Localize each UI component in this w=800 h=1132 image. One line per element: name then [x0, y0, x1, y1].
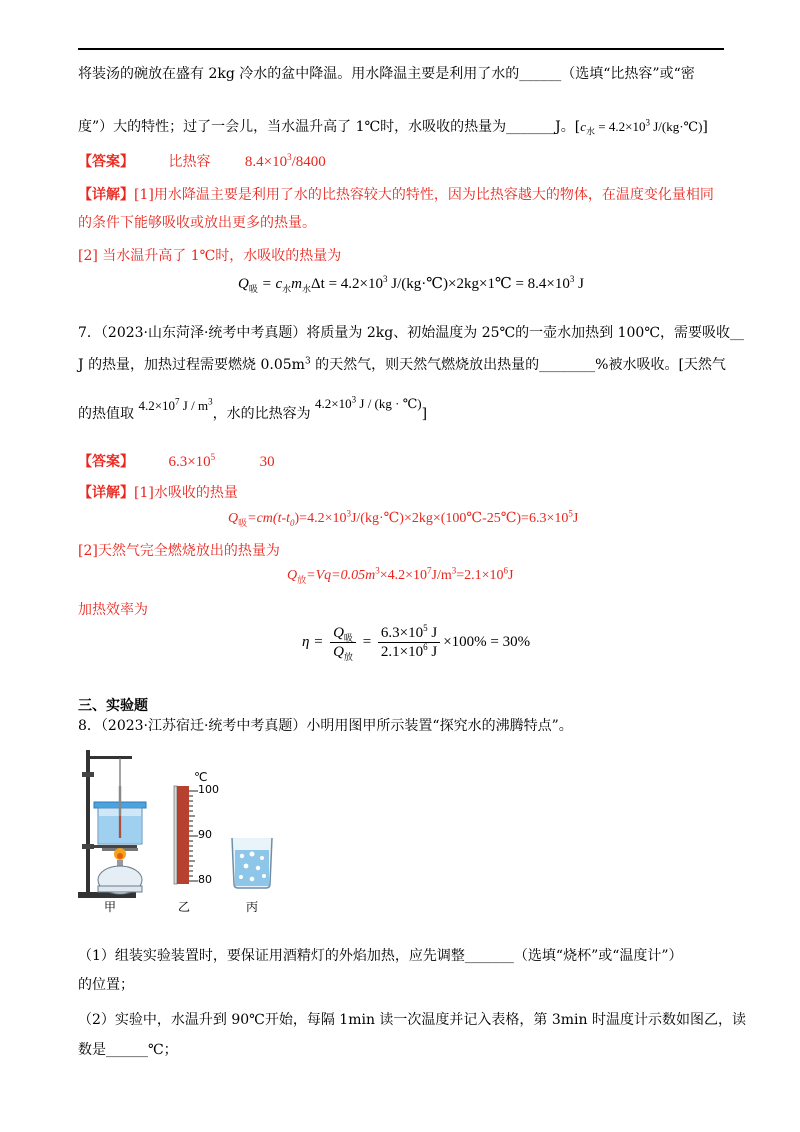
q8-sub2-line1: （2）实验中，水温升到 90℃开始，每隔 1min 读一次温度并记入表格，第 3min 时温度计示数如图乙，读	[78, 1012, 746, 1028]
q7-line3: 的热值取 $4.2\times 10^7$ J / $m^3$，水的比热容为 $4.2\times 10^3$ J / (kg · ℃)]	[78, 394, 428, 422]
q6-answer: 【答案】 比热容 $8.4\times 10^3/8400$	[78, 152, 326, 170]
q7-answer: 【答案】 $6.3\times 10^5$ 30	[78, 452, 275, 470]
figure-jia-stand	[78, 750, 146, 898]
q8-sub2-line2: 数是______℃；	[78, 1042, 178, 1058]
q6-detail-line1: 【详解】[1]用水降温主要是利用了水的比热容较大的特性，因为比热容越大的物体，在温度变化量相同	[78, 187, 714, 203]
q6-detail-line2: 的条件下能够吸收或放出更多的热量。	[78, 215, 316, 231]
section-title: 三、实验题	[78, 698, 148, 714]
thermometer-tick-100: 100	[198, 783, 219, 796]
thermometer-unit: ℃	[194, 770, 208, 784]
q6-line2: 度”）大的特性；过了一会儿，当水温升高了 1℃时，水吸收的热量为_______J。[$c_水 = 4.2\times 10^3$ J/(kg·℃)]	[78, 117, 708, 137]
q7-efficiency-equation: η = $\frac{Q_吸}{Q_放}$ = $\frac{6.3\times 10^5 J}{2.1\times 10^6 J}$ ×100% = 30%	[302, 623, 531, 662]
q7-line2: J 的热量，加热过程需要燃烧 $0.05m^3$ 的天然气，则天然气燃烧放出热量的________%被水吸收。[天然气	[78, 356, 726, 373]
q7-detail-line3: 加热效率为	[78, 602, 148, 618]
thermometer-tick-80: 80	[198, 873, 212, 886]
caption-jia: 甲	[104, 900, 117, 914]
q7-detail-line1: 【详解】[1]水吸收的热量	[78, 485, 238, 501]
q7-detail-line2: [2]天然气完全燃烧放出的热量为	[78, 543, 280, 559]
q6-detail-line3: [2] 当水温升高了 1℃时，水吸收的热量为	[78, 248, 342, 264]
q6-equation: $Q_吸 = c_水m_水\Delta t = 4.2\times 10^3$ J/(kg·℃)×2kg×1℃ = $8.4\times 10^3$ J	[238, 274, 584, 294]
experiment-figures	[74, 746, 394, 914]
caption-bing: 丙	[246, 900, 259, 914]
fraction-q-ratio: $\frac{Q_吸}{Q_放}$	[330, 624, 356, 661]
figure-yi-thermometer	[174, 786, 198, 884]
thermometer-tick-90: 90	[198, 828, 212, 841]
q7-equation2: $Q_放=Vq=0.05m^3\times 4.2\times 10^7J/m^3=2.1\times 10^6J$	[287, 565, 514, 585]
q8-sub1-line1: （1）组装实验装置时，要保证用酒精灯的外焰加热，应先调整_______（选填“烧杯”或“温度计”）	[78, 948, 683, 964]
fraction-numeric: $\frac{6.3\times 10^5 J}{2.1\times 10^6 J}$	[378, 624, 440, 661]
q8-intro: 8．（2023·江苏宿迁·统考中考真题）小明用图甲所示装置“探究水的沸腾特点”。	[78, 718, 573, 734]
apparatus-illustration	[74, 746, 394, 906]
figure-bing-beaker	[232, 838, 272, 888]
q7-line1: 7．（2023·山东菏泽·统考中考真题）将质量为 2kg、初始温度为 25℃的一壶水加热到 100℃，需要吸收__	[78, 325, 744, 341]
top-rule	[78, 48, 724, 50]
q6-line1: 将装汤的碗放在盛有 2kg 冷水的盆中降温。用水降温主要是利用了水的______（选填“比热容”或“密	[78, 66, 695, 82]
caption-yi: 乙	[178, 900, 191, 914]
q7-equation1: $Q_吸=cm(t-t_0)=4.2\times 10^3J/(kg\cdot℃)\times 2kg\times(100℃-25℃)=6.3\times 10^5J$	[228, 508, 579, 528]
q8-sub1-line2: 的位置；	[78, 977, 134, 993]
q6-specific-heat: $c_水 = 4.2\times 10^3$ J/(kg·℃)	[580, 117, 703, 137]
